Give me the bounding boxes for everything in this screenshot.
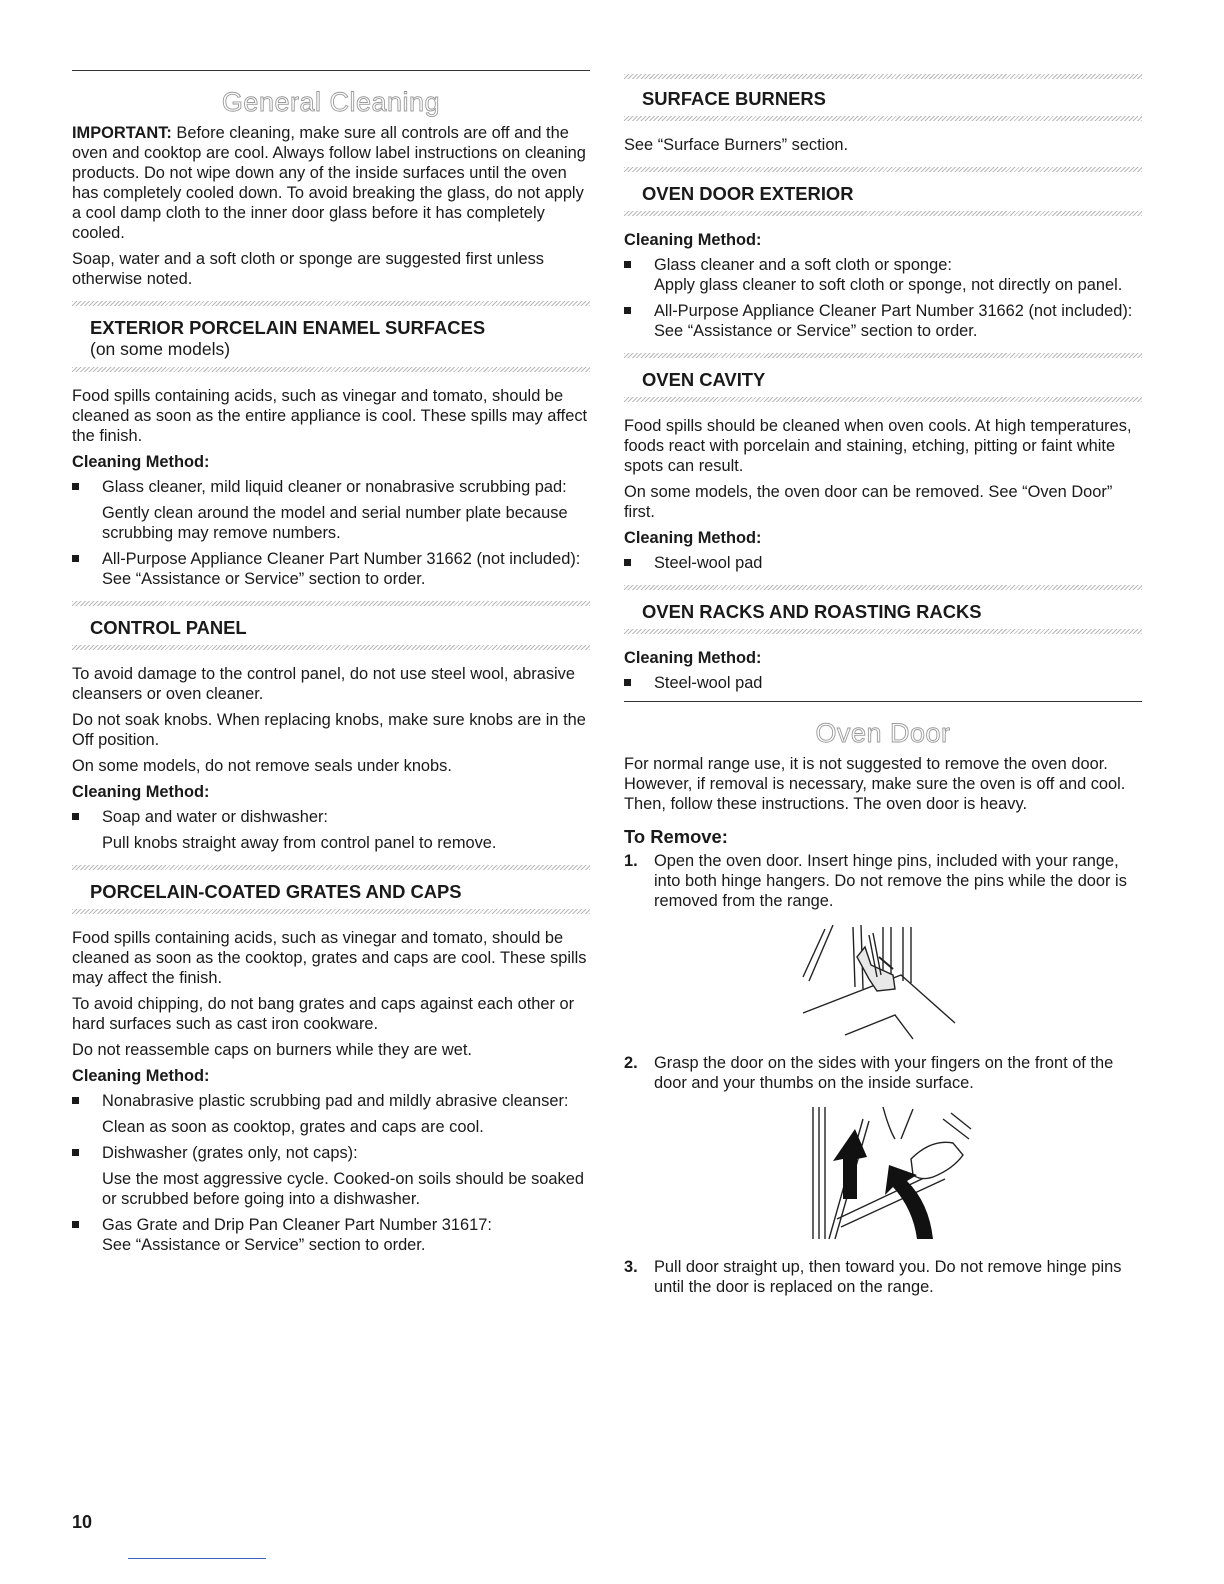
control-title: CONTROL PANEL: [90, 617, 247, 638]
bullet-icon: [72, 1221, 79, 1228]
control-method-list: [72, 807, 590, 853]
oven-door-rule: [624, 701, 1142, 702]
list-item-text: Soap and water or dishwasher:: [102, 808, 328, 826]
step-item: [624, 1257, 1142, 1297]
divider: [72, 645, 590, 650]
list-item: [72, 477, 590, 543]
divider: [72, 909, 590, 914]
right-column: [624, 70, 1142, 1297]
list-item-text: All-Purpose Appliance Cleaner Part Number 31662 (not included):: [102, 550, 581, 568]
list-item-subtext: Use the most aggressive cycle. Cooked-on soils should be soaked or scrubbed before going into a dishwasher.: [102, 1170, 584, 1208]
grates-section-header: [72, 865, 590, 914]
bullet-icon: [624, 261, 631, 268]
door-exterior-section-header: [624, 167, 1142, 216]
list-item: [72, 1143, 590, 1209]
bullet-icon: [624, 559, 631, 566]
list-item-text: Gas Grate and Drip Pan Cleaner Part Number 31617:: [102, 1216, 492, 1234]
list-item-text: Steel-wool pad: [654, 674, 763, 692]
divider: [624, 397, 1142, 402]
racks-method-list: [624, 673, 1142, 693]
exterior-paragraph: Food spills containing acids, such as vinegar and tomato, should be cleaned as soon as the entire appliance is cool. These spills may affect the finish.: [72, 387, 588, 445]
exterior-method-list: [72, 477, 590, 589]
control-paragraph-3: On some models, do not remove seals under knobs.: [72, 757, 452, 775]
list-item-subtext: See “Assistance or Service” section to order.: [654, 322, 978, 340]
cavity-section-header: [624, 353, 1142, 402]
divider: [72, 367, 590, 372]
list-item: [72, 807, 590, 853]
list-item-text: Glass cleaner and a soft cloth or sponge:: [654, 256, 952, 274]
surface-section-header: [624, 74, 1142, 121]
remove-steps: [624, 1257, 1142, 1297]
door-exterior-title: OVEN DOOR EXTERIOR: [642, 183, 854, 204]
cavity-paragraph-1: Food spills should be cleaned when oven cools. At high temperatures, foods react with porcelain and staining, etching, pitting or faint white spots can result.: [624, 417, 1132, 475]
bullet-icon: [72, 483, 79, 490]
list-item-text: Nonabrasive plastic scrubbing pad and mildly abrasive cleanser:: [102, 1092, 569, 1110]
exterior-section-header: [72, 301, 590, 372]
cavity-title: OVEN CAVITY: [642, 369, 766, 390]
cleaning-method-label: Cleaning Method:: [72, 453, 210, 471]
step-item: [624, 1053, 1142, 1093]
step-number: 1.: [624, 852, 638, 870]
step-number: 2.: [624, 1054, 638, 1072]
oven-door-title: Oven Door: [815, 718, 951, 748]
exterior-title: EXTERIOR PORCELAIN ENAMEL SURFACES: [90, 317, 486, 338]
grasp-door-illustration: [793, 1099, 973, 1249]
bullet-icon: [624, 679, 631, 686]
cleaning-method-label: Cleaning Method:: [624, 649, 762, 667]
grates-method-list: [72, 1091, 590, 1255]
grates-paragraph-3: Do not reassemble caps on burners while they are wet.: [72, 1041, 472, 1059]
bullet-icon: [72, 1149, 79, 1156]
list-item: [72, 549, 590, 589]
list-item: [624, 673, 1142, 693]
important-paragraph: [72, 123, 590, 243]
list-item-subtext: Gently clean around the model and serial number plate because scrubbing may remove numbers.: [102, 504, 568, 542]
cleaning-method-label: Cleaning Method:: [624, 231, 762, 249]
oven-door-paragraph: For normal range use, it is not suggested to remove the oven door. However, if removal is necessary, make sure the oven is off and cool. Then, follow these instructions. The oven door is heavy.: [624, 755, 1126, 813]
intro-paragraph: Soap, water and a soft cloth or sponge are suggested first unless otherwise noted.: [72, 250, 544, 288]
grates-title: PORCELAIN-COATED GRATES AND CAPS: [90, 881, 462, 902]
bullet-icon: [72, 555, 79, 562]
list-item: [72, 1215, 590, 1255]
list-item-text: All-Purpose Appliance Cleaner Part Number 31662 (not included):: [654, 302, 1133, 320]
list-item-text: Glass cleaner, mild liquid cleaner or nonabrasive scrubbing pad:: [102, 478, 567, 496]
list-item-subtext: Apply glass cleaner to soft cloth or sponge, not directly on panel.: [654, 276, 1123, 294]
control-paragraph-1: To avoid damage to the control panel, do not use steel wool, abrasive cleansers or oven cleaner.: [72, 665, 575, 703]
divider: [624, 116, 1142, 121]
step-item: [624, 851, 1142, 911]
list-item: [624, 553, 1142, 573]
step-text: Pull door straight up, then toward you. Do not remove hinge pins until the door is replaced on the range.: [654, 1258, 1122, 1296]
remove-steps: [624, 1053, 1142, 1093]
exterior-subtitle: (on some models): [90, 339, 231, 359]
cleaning-method-label: Cleaning Method:: [72, 1067, 210, 1085]
bullet-icon: [624, 307, 631, 314]
to-remove-heading: To Remove:: [624, 826, 728, 847]
step-text: Open the oven door. Insert hinge pins, included with your range, into both hinge hangers. Do not remove the pins while the door is removed from the range.: [654, 852, 1127, 910]
racks-title: OVEN RACKS AND ROASTING RACKS: [642, 601, 982, 622]
grates-paragraph-1: Food spills containing acids, such as vinegar and tomato, should be cleaned as soon as the cooktop, grates and caps are cool. These spills may affect the finish.: [72, 929, 587, 987]
surface-paragraph: See “Surface Burners” section.: [624, 136, 849, 154]
list-item-subtext: See “Assistance or Service” section to order.: [102, 570, 426, 588]
bullet-icon: [72, 813, 79, 820]
step-number: 3.: [624, 1258, 638, 1276]
surface-title: SURFACE BURNERS: [642, 88, 826, 109]
important-text: Before cleaning, make sure all controls are off and the oven and cooktop are cool. Always follow label instructions on cleaning products. Do not wipe down any of the inside surfaces until the oven has completely cooled down. To avoid breaking the glass, do not apply a cool damp cloth to the inner door glass before it has completely cooled.: [72, 124, 586, 242]
important-label: IMPORTANT:: [72, 124, 172, 142]
cavity-method-list: [624, 553, 1142, 573]
step-text: Grasp the door on the sides with your fingers on the front of the door and your thumbs on the inside surface.: [654, 1054, 1114, 1092]
list-item-subtext: Pull knobs straight away from control panel to remove.: [102, 834, 497, 852]
list-item: [72, 1091, 590, 1137]
footer-line: [128, 1558, 266, 1559]
door-exterior-method-list: [624, 255, 1142, 341]
racks-section-header: [624, 585, 1142, 634]
list-item: [624, 301, 1142, 341]
remove-steps: [624, 851, 1142, 911]
divider: [624, 629, 1142, 634]
list-item-subtext: See “Assistance or Service” section to order.: [102, 1236, 426, 1254]
control-paragraph-2: Do not soak knobs. When replacing knobs, make sure knobs are in the Off position.: [72, 711, 586, 749]
bullet-icon: [72, 1097, 79, 1104]
divider: [624, 211, 1142, 216]
cleaning-method-label: Cleaning Method:: [624, 529, 762, 547]
list-item: [624, 255, 1142, 295]
control-section-header: [72, 601, 590, 650]
left-column: [72, 70, 590, 1261]
cleaning-method-label: Cleaning Method:: [72, 783, 210, 801]
grates-paragraph-2: To avoid chipping, do not bang grates and caps against each other or hard surfaces such as cast iron cookware.: [72, 995, 575, 1033]
top-rule: [72, 70, 590, 71]
page-number: 10: [72, 1512, 93, 1532]
list-item-subtext: Clean as soon as cooktop, grates and caps are cool.: [102, 1118, 484, 1136]
list-item-text: Dishwasher (grates only, not caps):: [102, 1144, 358, 1162]
general-cleaning-title: General Cleaning: [221, 87, 441, 117]
hinge-pin-illustration: [783, 917, 983, 1045]
cavity-paragraph-2: On some models, the oven door can be removed. See “Oven Door” first.: [624, 483, 1113, 521]
list-item-text: Steel-wool pad: [654, 554, 763, 572]
